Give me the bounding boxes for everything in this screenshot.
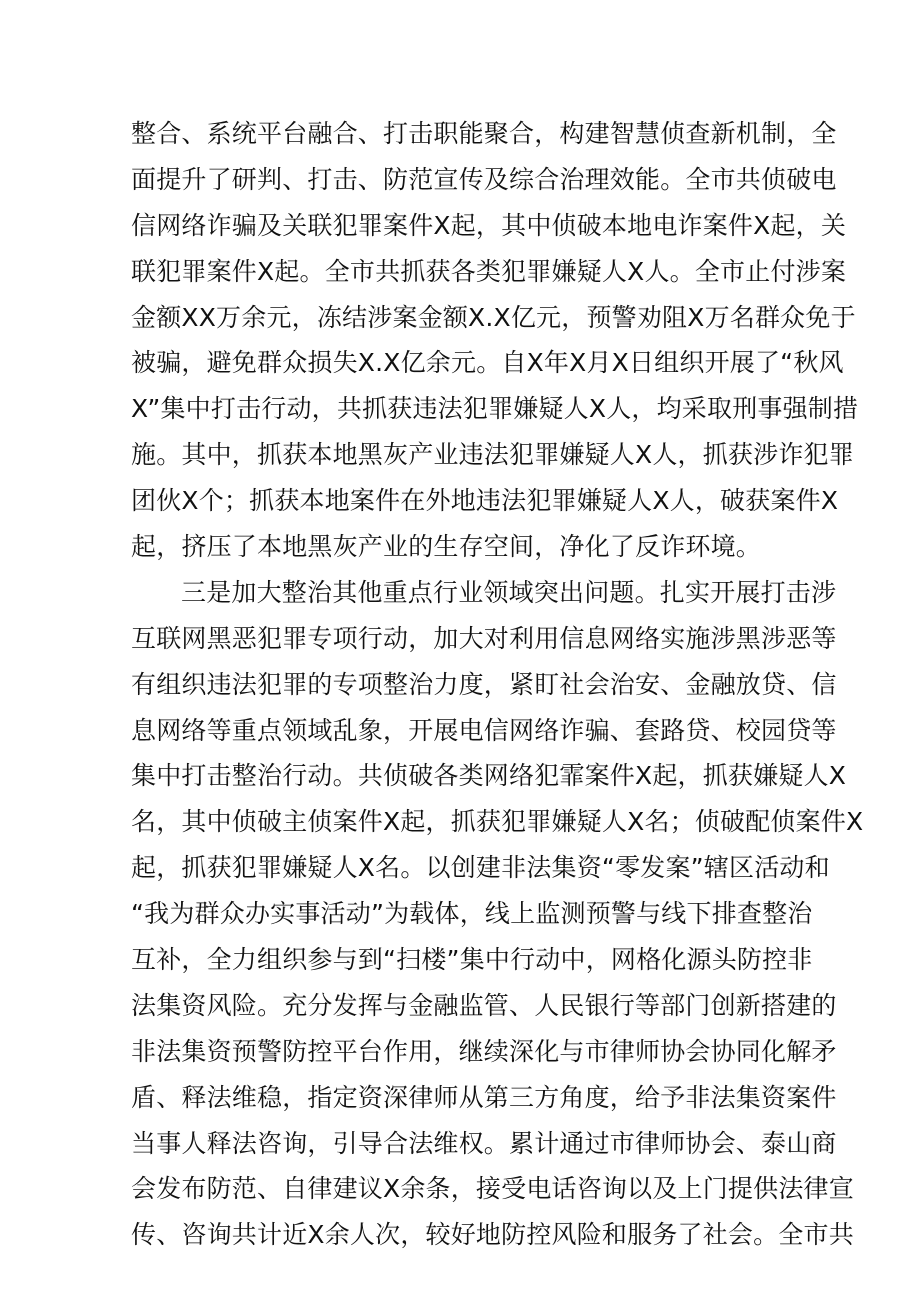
text-line: 信网络诈骗及关联犯罪案件X起，其中侦破本地电诈案件X起，关 (131, 210, 847, 240)
text-line: 名，其中侦破主侦案件X起，抓获犯罪嫌疑人X名；侦破配侦案件X (131, 807, 864, 837)
text-line: X”集中打击行动，共抓获违法犯罪嫌疑人X人，均采取刑事强制措 (131, 394, 859, 424)
text-line: 互补，全力组织参与到“扫楼”集中行动中，网格化源头防控非 (131, 945, 813, 975)
text-line: “我为群众办实事活动”为载体，线上监测预警与线下排查整治 (131, 899, 813, 929)
text-line: 传、咨询共计近X余人次，较好地防控风险和服务了社会。全市共 (131, 1220, 854, 1250)
text-line: 有组织违法犯罪的专项整治力度，紧盯社会治安、金融放贷、信 (131, 669, 837, 699)
text-line: 团伙X个；抓获本地案件在外地违法犯罪嫌疑人X人，破获案件X (131, 486, 839, 516)
text-line: 互联网黑恶犯罪专项行动，加大对利用信息网络实施涉黑涉恶等 (131, 623, 837, 653)
text-line: 施。其中，抓获本地黑灰产业违法犯罪嫌疑人X人，抓获涉诈犯罪 (131, 440, 854, 470)
text-line: 法集资风险。充分发挥与金融监管、人民银行等部门创新搭建的 (131, 990, 837, 1020)
text-line: 起，挤压了本地黑灰产业的生存空间，净化了反诈环境。 (131, 532, 762, 562)
text-line: 面提升了研判、打击、防范宣传及综合治理效能。全市共侦破电 (131, 164, 837, 194)
paragraph-1 (131, 111, 859, 570)
text-line: 金额XX万余元，冻结涉案金额X.X亿元，预警劝阻X万名群众免于 (131, 302, 856, 332)
text-line: 息网络等重点领域乱象，开展电信网络诈骗、套路贷、校园贷等 (131, 715, 837, 745)
text-line: 集中打击整治行动。共侦破各类网络犯霏案件X起，抓获嫌疑人X (131, 761, 847, 791)
document-body (131, 111, 864, 1258)
text-line: 非法集资预警防控平台作用，继续深化与市律师协会协同化解矛 (131, 1036, 837, 1066)
text-line: 三是加大整治其他重点行业领域突出问题。扎实开展打击涉 (181, 577, 837, 607)
text-line: 整合、系统平台融合、打击职能聚合，构建智慧侦查新机制，全 (131, 119, 837, 148)
text-line: 被骗，避免群众损失X.X亿余元。自X年X月X日组织开展了“秋风 (131, 348, 844, 378)
text-line: 联犯罪案件X起。全市共抓获各类犯罪嫌疑人X人。全市止付涉案 (131, 256, 847, 286)
text-line: 盾、释法维稳，指定资深律师从第三方角度，给予非法集资案件 (131, 1082, 837, 1112)
text-line: 当事人释法咨询，引导合法维权。累计通过市律师协会、泰山商 (131, 1128, 837, 1158)
text-line: 起，抓获犯罪嫌疑人X名。以创建非法集资“零发案”辖区活动和 (131, 853, 830, 883)
text-line: 会发布防范、自律建议X余条，接受电话咨询以及上门提供法律宣 (131, 1174, 854, 1204)
paragraph-2 (131, 570, 864, 1258)
